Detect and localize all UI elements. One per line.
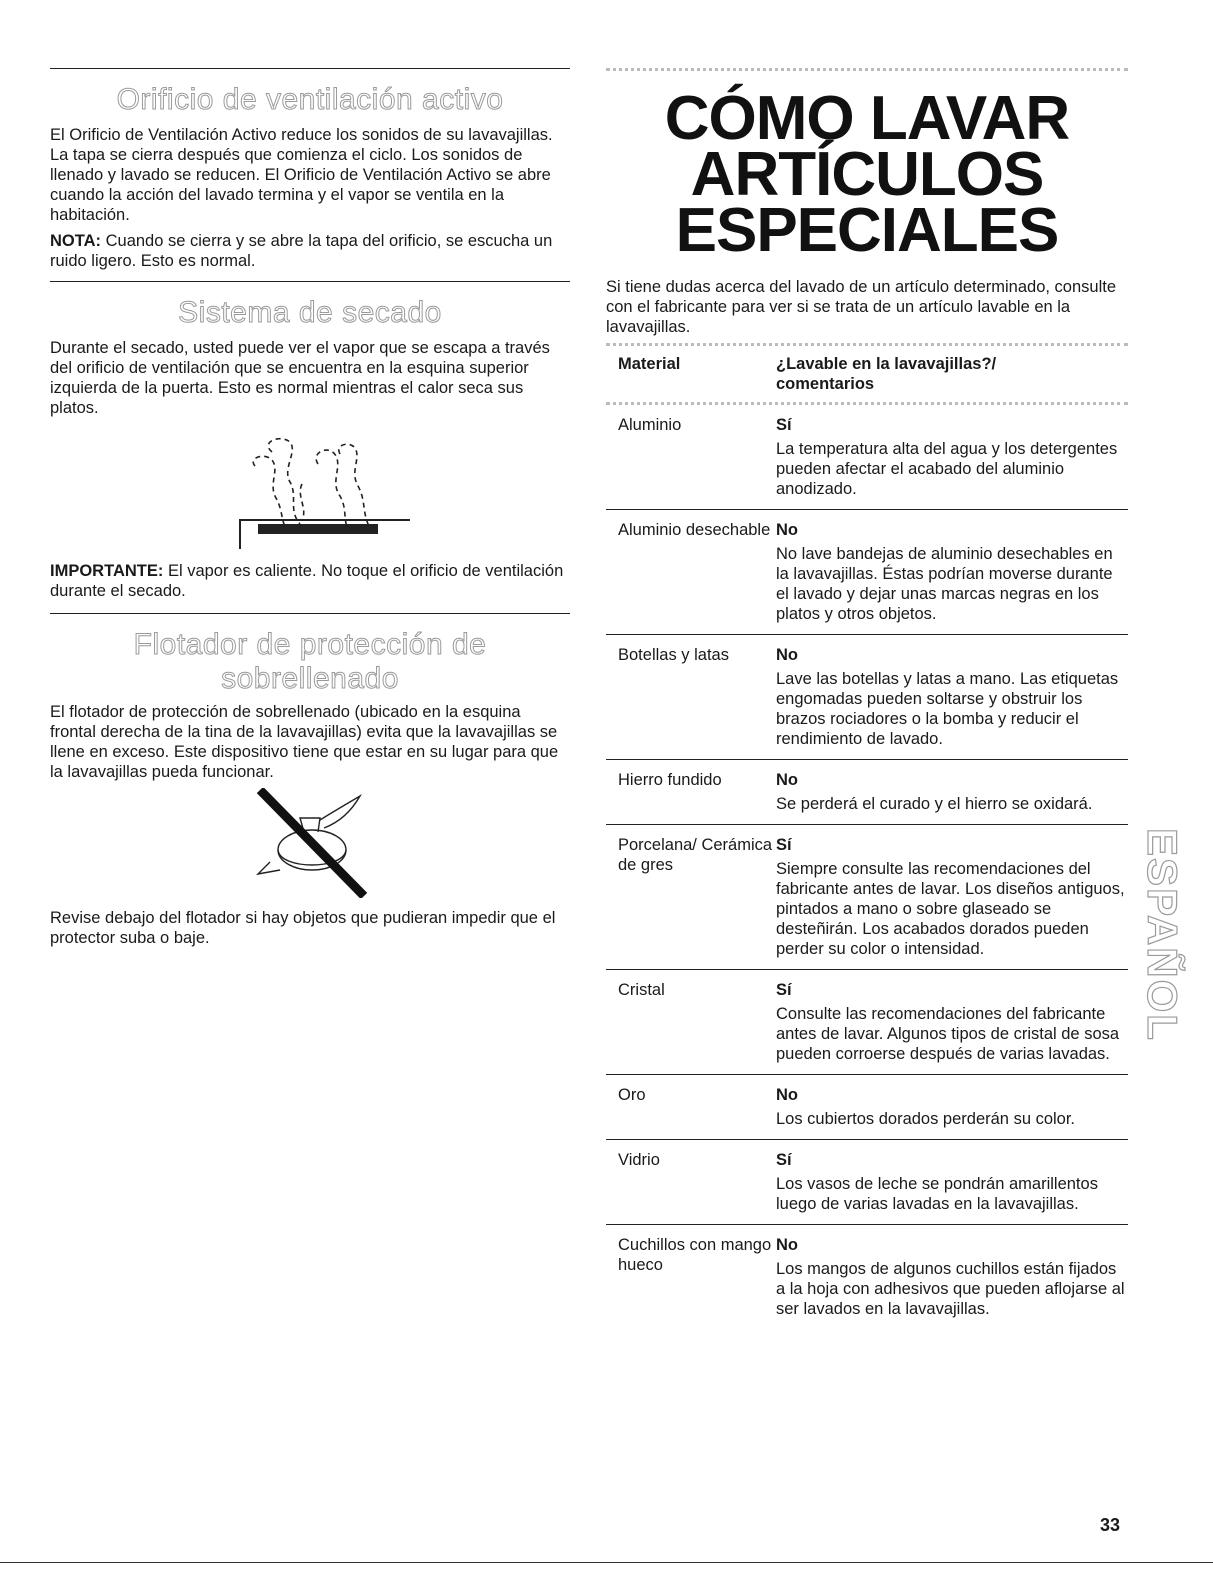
side-tab-label: ESPAÑOL	[1139, 828, 1187, 1042]
comment-cell	[776, 970, 1128, 1075]
answer: Sí	[776, 836, 792, 854]
comment-cell	[776, 825, 1128, 970]
answer: Sí	[776, 416, 792, 434]
table-row	[606, 635, 1128, 760]
vent-paragraph: El Orificio de Ventilación Activo reduce los sonidos de su lavavajillas. La tapa se cierra después que comienza el ciclo. Los sonidos de llenado y lavado se reducen. El Orificio de Ventilación Activo se abre cuando la acción del lavado termina y el vapor se ventila en la habitación.	[50, 126, 553, 224]
left-column	[50, 68, 570, 954]
comment: Lave las botellas y latas a mano. Las etiquetas engomadas pueden soltarse y obstruir los brazos rociadores o la bomba y reducir el rendimiento de lavado.	[776, 670, 1119, 748]
note-label: NOTA:	[50, 232, 102, 250]
comment-cell	[776, 1075, 1128, 1140]
comment-cell	[776, 760, 1128, 825]
table-row	[606, 825, 1128, 970]
table-row	[606, 970, 1128, 1075]
material-cell: Oro	[618, 1086, 646, 1104]
intro-paragraph: Si tiene dudas acerca del lavado de un artículo determinado, consulte con el fabricante para ver si se trata de un artículo lavable en la lavavajillas.	[606, 278, 1116, 336]
table-row	[606, 1075, 1128, 1140]
answer: No	[776, 1086, 798, 1104]
title-line2: ARTÍCULOS	[690, 140, 1044, 209]
answer: Sí	[776, 981, 792, 999]
float-heading-line2: sobrellenado	[221, 662, 399, 695]
section-divider	[50, 281, 570, 282]
comment-cell	[776, 1140, 1128, 1225]
prohibited-slash	[260, 790, 364, 896]
comment: Los cubiertos dorados perderán su color.	[776, 1110, 1076, 1128]
steam-vent-illustration	[210, 424, 410, 549]
table-row	[606, 1140, 1128, 1225]
material-cell: Botellas y latas	[618, 646, 729, 664]
header-comment: ¿Lavable en la lavavajillas?/ comentarios	[776, 355, 997, 393]
section-heading-vent: Orificio de ventilación activo	[116, 83, 504, 116]
right-column	[606, 68, 1128, 1329]
header-material: Material	[618, 355, 681, 373]
answer: No	[776, 1236, 798, 1254]
material-cell: Aluminio desechable	[618, 521, 771, 539]
bottom-rule	[0, 1562, 1213, 1563]
drying-paragraph: Durante el secado, usted puede ver el vapor que se escapa a través del orificio de ventilación que se encuentra en la esquina superior izquierda de la puerta. Esto es normal mientras el calor seca sus platos.	[50, 339, 550, 417]
material-cell: Porcelana/ Cerámica de gres	[618, 836, 773, 874]
section-divider	[50, 613, 570, 614]
material-cell: Aluminio	[618, 416, 682, 434]
section-divider	[50, 68, 570, 69]
comment: Los mangos de algunos cuchillos están fijados a la hoja con adhesivos que pueden aflojarse al ser lavados en la lavavajillas.	[776, 1260, 1125, 1318]
float-check-paragraph: Revise debajo del flotador si hay objetos que pudieran impedir que el protector suba o baje.	[50, 909, 556, 947]
comment-cell	[776, 405, 1128, 510]
comment: Consulte las recomendaciones del fabricante antes de lavar. Algunos tipos de cristal de sosa pueden corroerse después de varias lavadas.	[776, 1005, 1120, 1063]
vent-note	[50, 231, 570, 271]
table-row	[606, 760, 1128, 825]
comment-cell	[776, 510, 1128, 635]
float-heading-line1: Flotador de protección de	[133, 628, 487, 661]
table-row	[606, 1225, 1128, 1330]
float-paragraph: El flotador de protección de sobrellenado (ubicado en la esquina frontal derecha de la tina de la lavavajillas) evita que la lavavajillas se llene en exceso. Este dispositivo tiene que estar en su lugar para que la lavavajillas pueda funcionar.	[50, 703, 559, 781]
important-text: El vapor es caliente. No toque el orificio de ventilación durante el secado.	[50, 562, 564, 600]
page-title	[606, 84, 1128, 265]
material-cell: Cristal	[618, 981, 665, 999]
materials-table	[606, 346, 1128, 1329]
answer: No	[776, 771, 798, 789]
language-side-tab	[1139, 815, 1187, 1055]
answer: Sí	[776, 1151, 792, 1169]
table-header	[606, 346, 1128, 402]
comment: La temperatura alta del agua y los detergentes pueden afectar el acabado del aluminio anodizado.	[776, 440, 1118, 498]
comment-cell	[776, 635, 1128, 760]
drying-important	[50, 561, 570, 601]
comment: Se perderá el curado y el hierro se oxidará.	[776, 795, 1093, 813]
comment: Siempre consulte las recomendaciones del fabricante antes de lavar. Los diseños antiguos, pintados a mano o sobre glaseado se desteñirán. Los acabados dorados pueden perder su color o intensidad.	[776, 860, 1125, 958]
comment: No lave bandejas de aluminio desechables en la lavavajillas. Éstas podrían moverse durante el lavado y dejar unas marcas negras en los platos y otros objetos.	[776, 545, 1113, 623]
comment-cell	[776, 1225, 1128, 1330]
answer: No	[776, 646, 798, 664]
important-label: IMPORTANTE:	[50, 562, 164, 580]
table-row	[606, 405, 1128, 510]
section-heading-float	[50, 628, 570, 696]
table-row	[606, 510, 1128, 635]
note-text: Cuando se cierra y se abre la tapa del orificio, se escucha un ruido ligero. Esto es normal.	[50, 232, 553, 270]
material-cell: Hierro fundido	[618, 771, 722, 789]
material-cell: Cuchillos con mango hueco	[618, 1236, 772, 1274]
comment: Los vasos de leche se pondrán amarillentos luego de varias lavadas en la lavavajillas.	[776, 1175, 1098, 1213]
float-illustration	[240, 788, 380, 898]
top-dotted-rule	[606, 68, 1128, 71]
vent-slot	[258, 524, 378, 534]
material-cell: Vidrio	[618, 1151, 660, 1169]
answer: No	[776, 521, 798, 539]
title-line3: ESPECIALES	[675, 196, 1059, 265]
section-heading-drying: Sistema de secado	[178, 296, 442, 329]
page-number: 33	[1100, 1515, 1121, 1535]
title-line1: CÓMO LAVAR	[664, 84, 1070, 153]
